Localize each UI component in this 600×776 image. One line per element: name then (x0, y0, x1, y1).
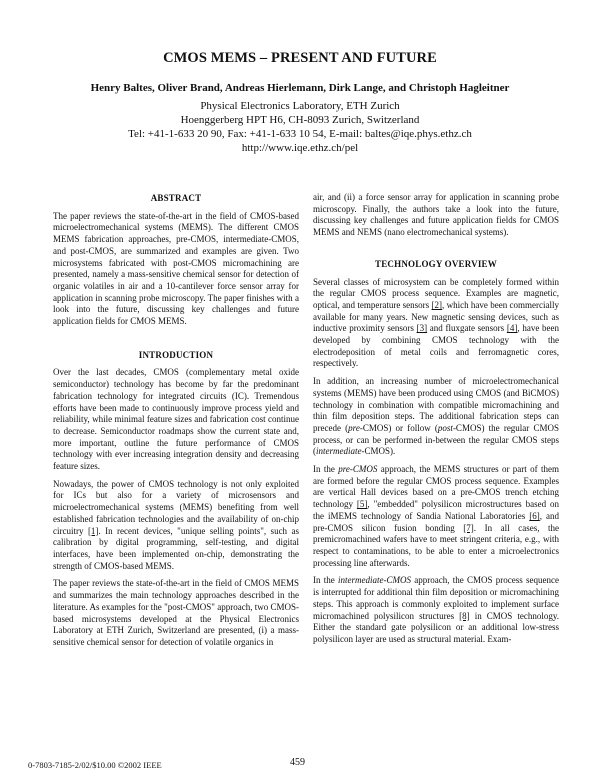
page-number: 459 (290, 757, 305, 768)
abstract-heading: ABSTRACT (150, 193, 202, 203)
abstract-text: The paper reviews the state-of-the-art in the field of CMOS-based microelectromechanical systems (MEMS). The different CMOS MEMS fabrication approaches, pre-CMOS, intermediate-CMOS, and post-CMOS, are summarized and examples are given. Two microsystems fabricated with post-CMOS micromachining are presented, namely a mass-sensitive chemical sensor for detection of organic volatiles in air and a 10-cantilever force sensor array for application in scanning probe microscopy. The paper finishes with a look into the future, discussing key challenges and future application fields for CMOS MEMS. (53, 210, 299, 327)
left-column (53, 193, 299, 655)
paper-title: CMOS MEMS – PRESENT AND FUTURE (163, 50, 437, 66)
affiliation-address: Hoenggerberg HPT H6, CH-8093 Zurich, Switzerland (180, 114, 420, 126)
intro-paragraph-3: The paper reviews the state-of-the-art in the field of CMOS MEMS and summarizes the main technology approaches described in the literature. As examples for the "post-CMOS" approach, two CMOS-based microsystems developed at the Physical Electronics Laboratory at ETH Zurich, Switzerland are presented, (i) a mass-sensitive chemical sensor for detection of volatile organics in (53, 578, 299, 647)
affiliation-contact: Tel: +41-1-633 20 90, Fax: +41-1-633 10 54, E-mail: baltes@iqe.phys.ethz.ch (128, 128, 472, 140)
reference-link-2[interactable]: [2] (431, 299, 443, 310)
author-list: Henry Baltes, Oliver Brand, Andreas Hierlemann, Dirk Lange, and Christoph Hagleitner (90, 82, 510, 94)
affiliation-url[interactable]: http://www.iqe.ethz.ch/pel (241, 142, 359, 154)
intro-paragraph-3-continued: air, and (ii) a force sensor array for application in scanning probe microscopy. Finally, the authors take a look into the future, discussing key challenges and future application fields for CMOS MEMS and NEMS (nano electromechanical systems). (313, 192, 559, 238)
footer-isbn: 0-7803-7185-2/02/$10.00 ©2002 IEEE (28, 760, 162, 770)
tech-paragraph-2: In addition, an increasing number of microelectromechanical systems (MEMS) have been produced using CMOS (and BiCMOS) technology in combination with compatible micromachining and thin film deposition steps. The additional fabrication steps can precede (pre-CMOS) or follow (post-CMOS) the regular CMOS process, or can be performed in-between the regular CMOS steps (intermediate-CMOS). (313, 376, 560, 457)
affiliation-block (0, 99, 600, 155)
right-column (313, 192, 559, 652)
reference-link-7[interactable]: [7] (463, 522, 474, 533)
reference-link-6[interactable]: [6] (529, 510, 540, 521)
reference-link-1[interactable]: [1] (87, 525, 99, 536)
reference-link-3[interactable]: [3] (416, 323, 428, 334)
reference-link-8[interactable]: [8] (459, 610, 470, 621)
tech-paragraph-3: In the pre-CMOS approach, the MEMS structures or part of them are formed before the regular CMOS process sequence. Examples are vertical Hall devices based on a pre-CMOS trench etching technology [5], "embedded" polysilicon microstructures based on the iMEMS technology of Sandia National Laboratories [6], and pre-CMOS silicon fusion bonding [7]. In all cases, the premicromachined wafers have to meet stringent criteria, e.g., with respect to contaminations, to be able to enter a microelectronics processing line afterwards. (313, 464, 560, 568)
reference-link-4[interactable]: [4] (506, 323, 518, 334)
intro-paragraph-2: Nowadays, the power of CMOS technology is not only exploited for ICs but also for a variety of microsensors and microelectromechanical systems (MEMS) benefiting from well established fabrication technologies and the availability of on-chip circuitry [1]. In recent devices, "unique selling points", such as calibration by digital programming, self-testing, and digital interfaces, have been implemented on-chip, demonstrating the strength of CMOS-based MEMS. (53, 478, 299, 571)
technology-heading: TECHNOLOGY OVERVIEW (375, 258, 497, 269)
affiliation-lab: Physical Electronics Laboratory, ETH Zurich (200, 100, 400, 112)
tech-paragraph-4: In the intermediate-CMOS approach, the CMOS process sequence is interrupted for additional thin film deposition or micromachining steps. This approach is commonly exploited to implement surface micromachined polysilicon structures [8] in CMOS technology. Either the standard gate polysilicon or an additional low-stress polysilicon layer are used as structural material. Exam- (313, 575, 560, 644)
introduction-heading: INTRODUCTION (138, 349, 214, 360)
intro-paragraph-1: Over the last decades, CMOS (complementary metal oxide semiconductor) technology has become by far the predominant fabrication technology for integrated circuits (IC). Tremendous efforts have been made to continuously improve process yield and reliability, while minimal feature sizes and fabrication cost continue to decrease. Semiconductor roadmaps show the current state and, more important, outline the future performance of CMOS technology with ever increasing integration density and decreasing feature sizes. (53, 367, 299, 472)
reference-link-5[interactable]: [5] (356, 499, 368, 510)
tech-paragraph-1: Several classes of microsystem can be completely formed within the regular CMOS process sequence. Examples are magnetic, optical, and temperature sensors [2], which have been commercially available for many years. New magnetic sensing devices, such as inductive proximity sensors [3] and fluxgate sensors [4], have been developed by combining CMOS technology with the electrodeposition of metal coils and ferromagnetic cores, respectively. (313, 276, 560, 369)
